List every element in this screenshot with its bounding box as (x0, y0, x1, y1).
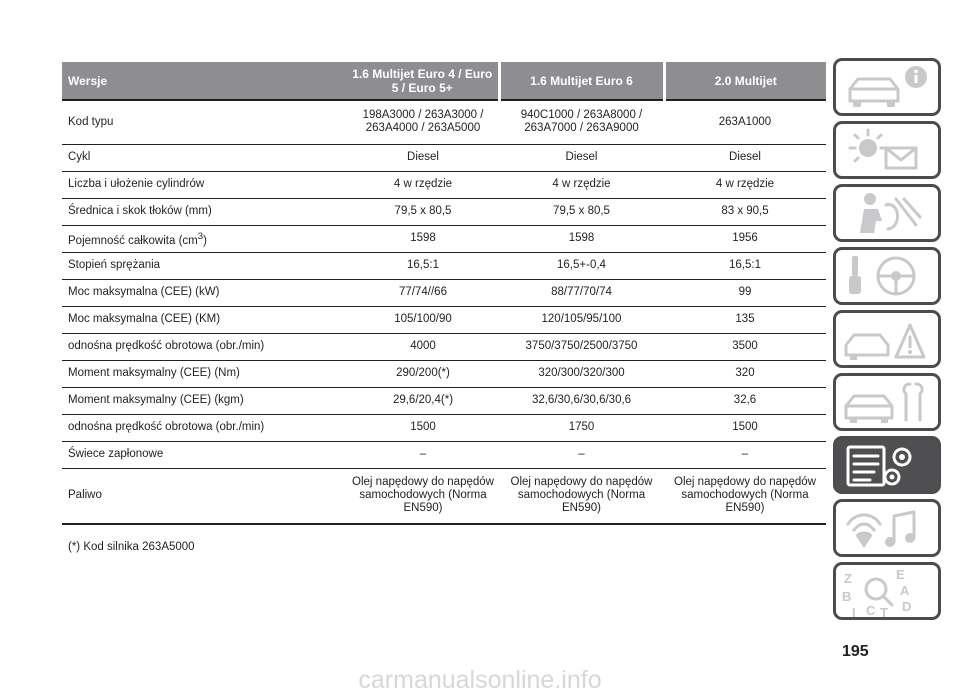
table-row (62, 441, 826, 468)
cell: 79,5 x 80,5 (499, 198, 664, 225)
cell: 83 x 90,5 (664, 198, 826, 225)
cell: 105/100/90 (347, 306, 499, 333)
table-row (62, 279, 826, 306)
cell: 1500 (347, 414, 499, 441)
cell: 16,5:1 (664, 252, 826, 279)
cell: 290/200(*) (347, 360, 499, 387)
row-label: odnośna prędkość obrotowa (obr./min) (62, 414, 347, 441)
table-row (62, 414, 826, 441)
tab-technical-data[interactable] (833, 436, 941, 494)
chapter-tabs (833, 58, 941, 625)
cell: Olej napędowy do napędów samochodowych (Norma EN590) (664, 468, 826, 524)
index-letter-i: I (852, 605, 856, 617)
cell: 4000 (347, 333, 499, 360)
table-row (62, 144, 826, 171)
row-label: Kod typu (62, 100, 347, 144)
index-letter-z: Z (844, 571, 852, 586)
cell: – (664, 441, 826, 468)
tab-steering-key[interactable] (833, 247, 941, 305)
table-row (62, 306, 826, 333)
index-letter-c: C (866, 603, 876, 617)
row-label: Świece zapłonowe (62, 441, 347, 468)
tab-car-info[interactable] (833, 58, 941, 116)
cell: 1598 (499, 225, 664, 252)
cell: 135 (664, 306, 826, 333)
header-variant-2: 1.6 Multijet Euro 6 (499, 62, 664, 100)
row-label: Średnica i skok tłoków (mm) (62, 198, 347, 225)
tab-multimedia[interactable] (833, 499, 941, 557)
cell: Diesel (664, 144, 826, 171)
technical-data-icon (836, 439, 938, 491)
cell: 79,5 x 80,5 (347, 198, 499, 225)
displacement-label: Pojemność całkowita (cm (68, 234, 198, 247)
cell: 320 (664, 360, 826, 387)
cell: 16,5:1 (347, 252, 499, 279)
multimedia-icon (836, 502, 938, 554)
table-row (62, 387, 826, 414)
cell: Olej napędowy do napędów samochodowych (Norma EN590) (499, 468, 664, 524)
cell: 16,5+-0,4 (499, 252, 664, 279)
table-row (62, 360, 826, 387)
cell: 320/300/320/300 (499, 360, 664, 387)
cell: 263A1000 (664, 100, 826, 144)
table-header-row (62, 62, 826, 100)
cell: Olej napędowy do napędów samochodowych (Norma EN590) (347, 468, 499, 524)
spec-table (62, 62, 826, 525)
index-letter-e: E (896, 567, 905, 582)
displacement-close: ) (203, 234, 207, 247)
row-label: Moment maksymalny (CEE) (kgm) (62, 387, 347, 414)
table-row (62, 225, 826, 252)
header-variant-3: 2.0 Multijet (664, 62, 826, 100)
tab-warning-lights[interactable] (833, 121, 941, 179)
table-row (62, 333, 826, 360)
cell: – (347, 441, 499, 468)
emergency-icon (836, 313, 938, 365)
row-label: Paliwo (62, 468, 347, 524)
cell: 940C1000 / 263A8000 / 263A7000 / 263A9000 (499, 100, 664, 144)
tab-emergency[interactable] (833, 310, 941, 368)
index-icon (836, 565, 938, 617)
cell: 120/105/95/100 (499, 306, 664, 333)
table-row (62, 198, 826, 225)
steering-key-icon (836, 250, 938, 302)
page-number: 195 (842, 643, 869, 660)
cell: 77/74//66 (347, 279, 499, 306)
cell: 1956 (664, 225, 826, 252)
row-label: Moc maksymalna (CEE) (kW) (62, 279, 347, 306)
cell: 32,6/30,6/30,6/30,6 (499, 387, 664, 414)
tab-index[interactable] (833, 562, 941, 620)
car-info-icon (836, 61, 938, 113)
tab-maintenance[interactable] (833, 373, 941, 431)
cell: 4 w rzędzie (499, 171, 664, 198)
row-label: Stopień sprężania (62, 252, 347, 279)
table-row (62, 171, 826, 198)
table-row (62, 252, 826, 279)
cell: 32,6 (664, 387, 826, 414)
table-row (62, 468, 826, 524)
airbag-safety-icon (836, 187, 938, 239)
cell: 88/77/70/74 (499, 279, 664, 306)
cell: Diesel (347, 144, 499, 171)
header-versions: Wersje (62, 62, 347, 100)
warning-lights-icon (836, 124, 938, 176)
cell: 3500 (664, 333, 826, 360)
cell: 3750/3750/2500/3750 (499, 333, 664, 360)
row-label: Moc maksymalna (CEE) (KM) (62, 306, 347, 333)
row-label: Cykl (62, 144, 347, 171)
cell: 4 w rzędzie (347, 171, 499, 198)
cell: – (499, 441, 664, 468)
cell: 99 (664, 279, 826, 306)
header-variant-1: 1.6 Multijet Euro 4 / Euro 5 / Euro 5+ (347, 62, 499, 100)
cell: 198A3000 / 263A3000 / 263A4000 / 263A5000 (347, 100, 499, 144)
maintenance-icon (836, 376, 938, 428)
cell: 4 w rzędzie (664, 171, 826, 198)
row-label-displacement (62, 225, 347, 252)
row-label: Liczba i ułożenie cylindrów (62, 171, 347, 198)
watermark: carmanualsonline.info (358, 666, 602, 692)
row-label: odnośna prędkość obrotowa (obr./min) (62, 333, 347, 360)
cell: 1598 (347, 225, 499, 252)
displacement-exponent: 3 (197, 230, 204, 242)
index-letter-t: T (880, 605, 888, 617)
cell: Diesel (499, 144, 664, 171)
cell: 29,6/20,4(*) (347, 387, 499, 414)
cell: 1750 (499, 414, 664, 441)
cell: 1500 (664, 414, 826, 441)
index-letter-b: B (842, 589, 852, 604)
index-letter-d: D (902, 599, 912, 614)
table-row (62, 100, 826, 144)
tab-airbag-safety[interactable] (833, 184, 941, 242)
index-letter-a: A (900, 583, 910, 598)
footnote: (*) Kod silnika 263A5000 (68, 541, 195, 553)
row-label: Moment maksymalny (CEE) (Nm) (62, 360, 347, 387)
